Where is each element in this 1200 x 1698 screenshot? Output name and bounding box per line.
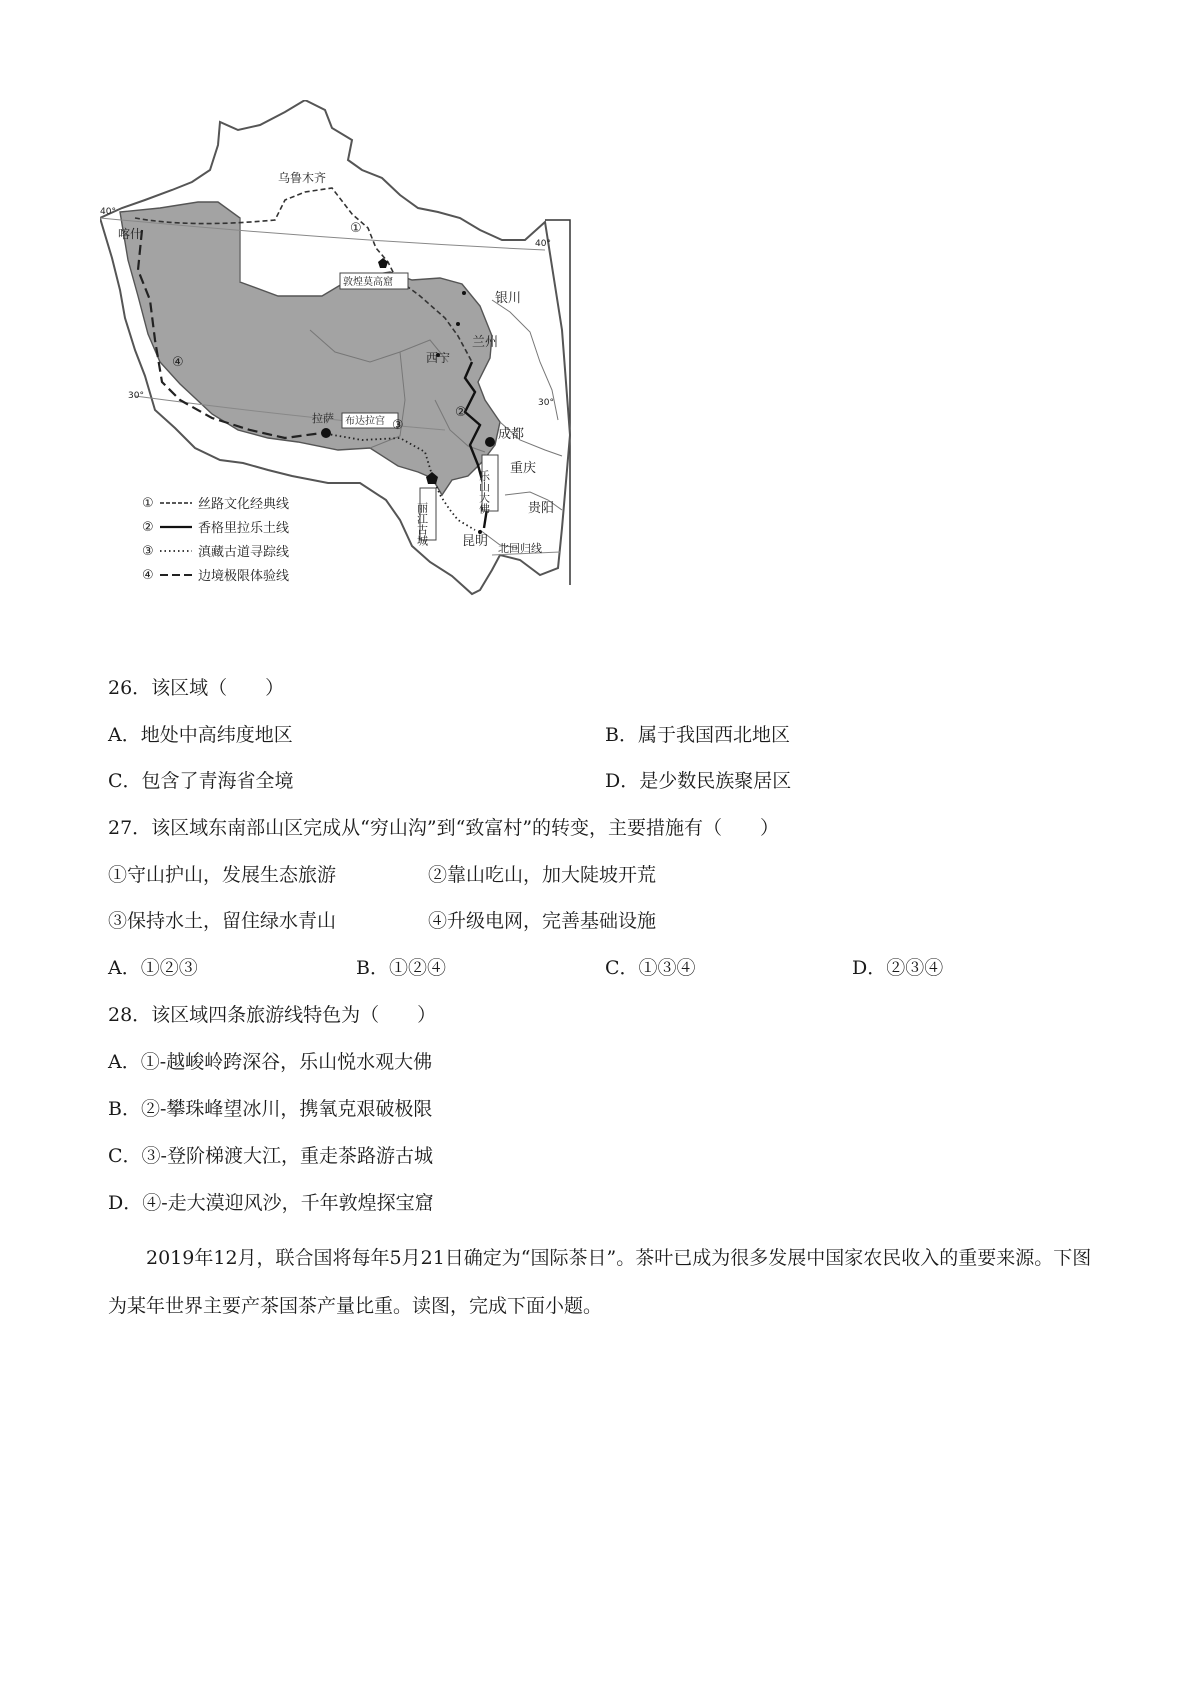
lat-40-right: 40° xyxy=(535,239,551,249)
q27-item-2: ②靠山吃山，加大陡坡开荒 xyxy=(428,864,657,886)
q27-item-3: ③保持水土，留住绿水青山 xyxy=(108,910,337,932)
q26-stem: 26．该区域（ ） xyxy=(108,677,285,699)
q26-option-a[interactable]: A．地处中高纬度地区 xyxy=(108,724,293,746)
q26-option-c[interactable]: C．包含了青海省全境 xyxy=(108,770,294,792)
q28-stem: 28．该区域四条旅游线特色为（ ） xyxy=(108,1004,437,1026)
map-legend xyxy=(142,496,289,584)
region-map xyxy=(100,100,640,660)
legend-num-1: ① xyxy=(142,496,154,511)
label-route-1: ① xyxy=(350,221,362,236)
label-route-4: ④ xyxy=(172,355,184,370)
label-kashgar: 喀什 xyxy=(118,227,143,241)
label-chongqing: 重庆 xyxy=(510,461,537,476)
q28-option-d[interactable]: D．④-走大漠迎风沙，千年敦煌探宝窟 xyxy=(108,1192,434,1214)
label-leshan: 乐山大佛 xyxy=(477,470,491,514)
q28-option-a[interactable]: A．①-越峻岭跨深谷，乐山悦水观大佛 xyxy=(108,1051,433,1073)
q27-option-d[interactable]: D．②③④ xyxy=(852,957,944,979)
q27-item-1: ①守山护山，发展生态旅游 xyxy=(108,864,337,886)
q27-option-b[interactable]: B．①②④ xyxy=(356,957,446,979)
legend-num-2: ② xyxy=(142,520,154,535)
q26-option-b[interactable]: B．属于我国西北地区 xyxy=(605,724,790,746)
q28-option-c[interactable]: C．③-登阶梯渡大江，重走茶路游古城 xyxy=(108,1145,433,1167)
label-tropic: 北回归线 xyxy=(498,542,542,555)
label-lhasa: 拉萨 xyxy=(312,412,334,425)
legend-label-3: 滇藏古道寻踪线 xyxy=(198,545,290,560)
label-urumqi: 乌鲁木齐 xyxy=(278,171,327,185)
label-dunhuang: 敦煌莫高窟 xyxy=(343,277,393,288)
legend-num-3: ③ xyxy=(142,544,154,559)
label-yinchuan: 银川 xyxy=(495,291,522,306)
tea-passage: 2019年12月，联合国将每年5月21日确定为“国际茶日”。茶叶已成为很多发展中国家农民收入的重要来源。下图为某年世界主要产茶国茶产量比重。读图，完成下面小题。 xyxy=(108,1247,1092,1317)
q26-option-d[interactable]: D．是少数民族聚居区 xyxy=(605,770,792,792)
region-map-svg xyxy=(100,100,640,660)
legend-label-2: 香格里拉乐土线 xyxy=(198,521,290,536)
q27-item-4: ④升级电网，完善基础设施 xyxy=(428,910,657,932)
label-kunming: 昆明 xyxy=(462,534,489,549)
legend-label-4: 边境极限体验线 xyxy=(198,569,290,584)
q28-option-b[interactable]: B．②-攀珠峰望冰川，携氧克艰破极限 xyxy=(108,1098,433,1120)
label-xining: 西宁 xyxy=(426,351,451,365)
legend-label-1: 丝路文化经典线 xyxy=(198,497,290,512)
label-route-2: ② xyxy=(455,405,467,420)
q27-stem: 27．该区域东南部山区完成从“穷山沟”到“致富村”的转变，主要措施有（ ） xyxy=(108,817,780,839)
label-route-3: ③ xyxy=(392,418,404,433)
legend-num-4: ④ xyxy=(142,568,154,583)
q27-option-c[interactable]: C．①③④ xyxy=(605,957,696,979)
lat-30-right: 30° xyxy=(538,398,554,408)
label-potala: 布达拉宫 xyxy=(345,416,385,427)
label-lanzhou: 兰州 xyxy=(472,335,499,350)
q27-option-a[interactable]: A．①②③ xyxy=(108,957,198,979)
lat-30-left: 30° xyxy=(128,391,144,401)
label-chengdu: 成都 xyxy=(498,427,525,442)
label-lijiang: 丽江古城 xyxy=(415,502,429,546)
label-guiyang: 贵阳 xyxy=(528,501,555,516)
lat-40-left: 40° xyxy=(100,207,116,217)
